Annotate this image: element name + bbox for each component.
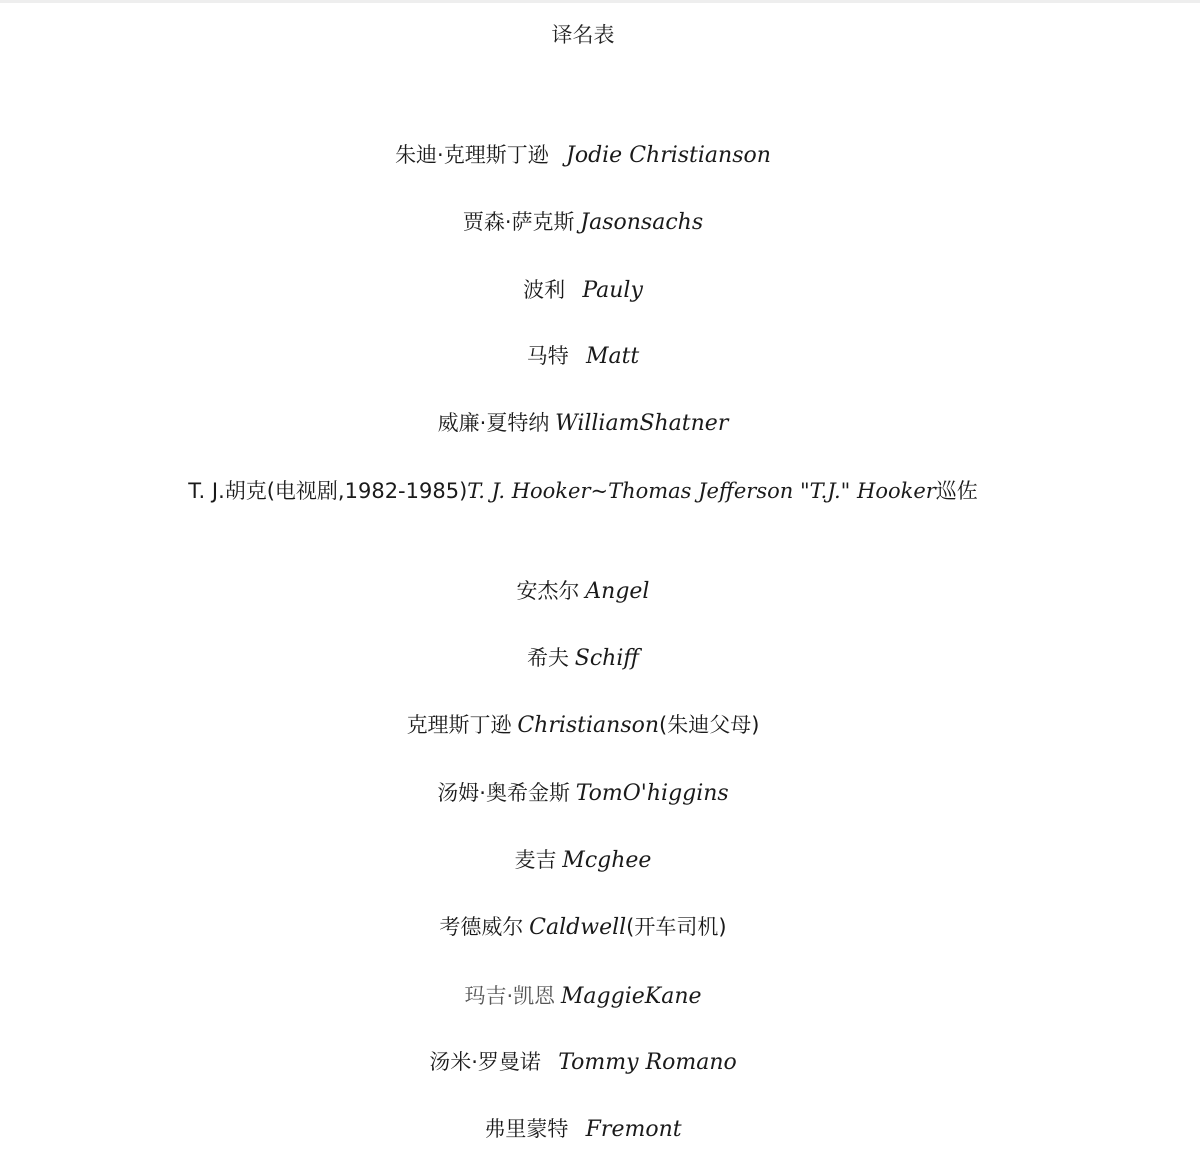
- name-entry-pauly: [0, 275, 1166, 306]
- chinese-name: 贾森·萨克斯: [462, 210, 575, 234]
- english-name: Mcghee: [562, 848, 652, 873]
- english-name: Jasonsachs: [580, 210, 704, 235]
- chinese-name: 希夫: [527, 646, 570, 670]
- name-entry-angel: [0, 576, 1166, 607]
- chinese-suffix: (开车司机): [626, 915, 727, 939]
- english-name: Pauly: [582, 278, 643, 303]
- chinese-name: 安杰尔: [516, 579, 580, 603]
- english-name: Angel: [585, 579, 650, 604]
- english-name: Jodie Christianson: [566, 143, 771, 168]
- name-entry-schiff: [0, 643, 1166, 674]
- separator: [549, 142, 566, 167]
- chinese-suffix: 巡佐: [935, 479, 978, 503]
- page-title: 译名表: [551, 23, 615, 47]
- chinese-name: 马特: [526, 344, 569, 368]
- chinese-name: 考德威尔: [439, 915, 524, 939]
- name-entry-william: [0, 408, 1166, 439]
- chinese-name: 波利: [523, 278, 566, 302]
- chinese-name: 克理斯丁逊: [406, 713, 512, 737]
- english-name: Schiff: [574, 646, 639, 671]
- separator: [568, 1116, 585, 1141]
- name-entry-jason: [0, 207, 1166, 238]
- chinese-name: T. J.胡克(电视剧,1982-1985): [188, 479, 468, 503]
- english-name: MaggieKane: [560, 984, 702, 1009]
- name-entry-mcghee: [0, 845, 1166, 876]
- english-name: TomO'higgins: [575, 781, 729, 806]
- chinese-name: 汤姆·奥希金斯: [437, 781, 570, 805]
- chinese-name: 汤米·罗曼诺: [429, 1050, 541, 1074]
- name-entry-tom: [0, 778, 1166, 809]
- english-name: WilliamShatner: [555, 411, 729, 436]
- chinese-name: 弗里蒙特: [484, 1117, 569, 1141]
- name-entry-maggie: [0, 981, 1166, 1012]
- name-entry-tj-hooker: [140, 467, 1026, 515]
- chinese-name: 玛吉·凯恩: [464, 984, 556, 1008]
- name-entry-matt: [0, 341, 1166, 372]
- chinese-name: 朱迪·克理斯丁逊: [395, 143, 549, 167]
- name-entry-jodie: [0, 140, 1166, 171]
- separator: [569, 343, 586, 368]
- english-name: Tommy Romano: [558, 1050, 737, 1075]
- english-name: Matt: [585, 344, 640, 369]
- name-entry-christianson: [0, 710, 1166, 741]
- english-name: Caldwell: [529, 915, 627, 940]
- chinese-suffix: (朱迪父母): [659, 713, 760, 737]
- name-entry-fremont: [0, 1114, 1166, 1145]
- separator: [541, 1049, 558, 1074]
- chinese-name: 麦吉: [514, 848, 557, 872]
- name-entry-caldwell: [0, 912, 1166, 943]
- english-name: Christianson: [517, 713, 660, 738]
- english-name: Fremont: [585, 1117, 682, 1142]
- english-name: T. J. Hooker~Thomas Jefferson "T.J." Hooker: [467, 479, 936, 503]
- separator: [565, 277, 582, 302]
- chinese-name: 威廉·夏特纳: [437, 411, 550, 435]
- name-entry-tommy: [0, 1047, 1166, 1078]
